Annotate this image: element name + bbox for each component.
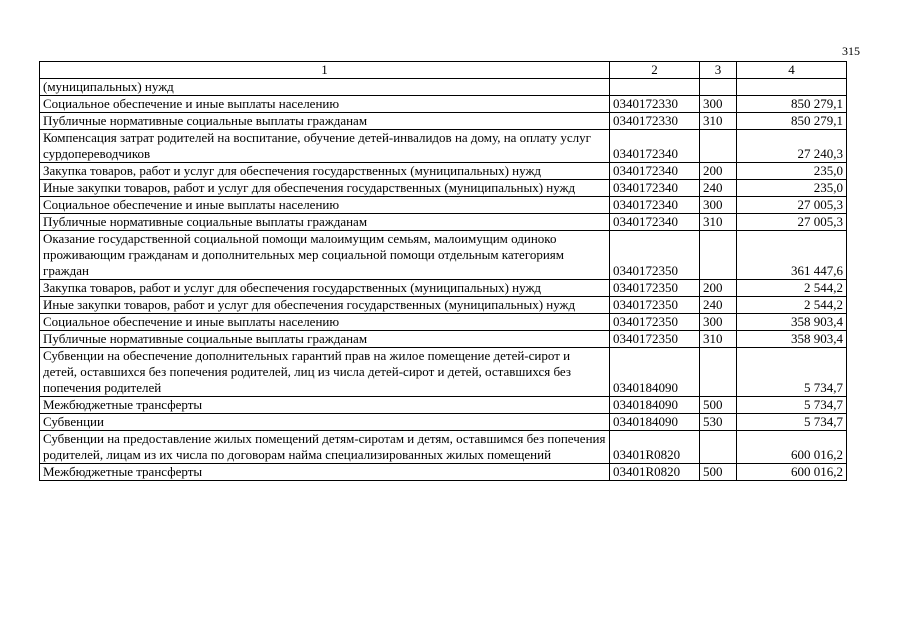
row-type: 200 [700, 163, 737, 180]
row-description: Социальное обеспечение и иные выплаты населению [40, 314, 610, 331]
row-amount: 2 544,2 [737, 297, 847, 314]
row-code: 0340172340 [610, 180, 700, 197]
row-type: 500 [700, 464, 737, 481]
row-amount [737, 79, 847, 96]
row-amount: 358 903,4 [737, 331, 847, 348]
table-row [40, 464, 847, 481]
row-code: 0340172350 [610, 297, 700, 314]
row-code: 0340172340 [610, 130, 700, 163]
row-description: Межбюджетные трансферты [40, 397, 610, 414]
row-code: 0340172330 [610, 96, 700, 113]
row-type: 240 [700, 297, 737, 314]
table-row [40, 348, 847, 397]
row-code: 03401R0820 [610, 464, 700, 481]
row-code: 03401R0820 [610, 431, 700, 464]
row-description: Межбюджетные трансферты [40, 464, 610, 481]
row-amount: 850 279,1 [737, 96, 847, 113]
row-description: Публичные нормативные социальные выплаты гражданам [40, 331, 610, 348]
table-row [40, 96, 847, 113]
column-header-amount: 4 [737, 62, 847, 79]
row-description: Закупка товаров, работ и услуг для обеспечения государственных (муниципальных) нужд [40, 163, 610, 180]
row-description: Субвенции на обеспечение дополнительных гарантий прав на жилое помещение детей-сирот и детей, оставшихся без попечения родителей, лиц из числа детей-сирот и детей, оставшихся без попечения родителей [40, 348, 610, 397]
row-type [700, 79, 737, 96]
row-amount: 361 447,6 [737, 231, 847, 280]
row-code: 0340184090 [610, 397, 700, 414]
table-row [40, 297, 847, 314]
row-amount: 600 016,2 [737, 464, 847, 481]
column-header-type: 3 [700, 62, 737, 79]
row-type: 200 [700, 280, 737, 297]
row-amount: 27 005,3 [737, 214, 847, 231]
row-description: Публичные нормативные социальные выплаты гражданам [40, 214, 610, 231]
row-code [610, 79, 700, 96]
row-amount: 27 005,3 [737, 197, 847, 214]
row-type: 300 [700, 314, 737, 331]
row-type: 500 [700, 397, 737, 414]
row-type [700, 431, 737, 464]
row-type: 300 [700, 197, 737, 214]
row-amount: 2 544,2 [737, 280, 847, 297]
row-type: 310 [700, 113, 737, 130]
row-description: Иные закупки товаров, работ и услуг для обеспечения государственных (муниципальных) нужд [40, 180, 610, 197]
row-code: 0340172350 [610, 231, 700, 280]
table-row [40, 331, 847, 348]
row-description: Компенсация затрат родителей на воспитание, обучение детей-инвалидов на дому, на оплату услуг сурдопереводчиков [40, 130, 610, 163]
row-code: 0340172340 [610, 214, 700, 231]
row-description: Закупка товаров, работ и услуг для обеспечения государственных (муниципальных) нужд [40, 280, 610, 297]
row-code: 0340184090 [610, 348, 700, 397]
row-type: 240 [700, 180, 737, 197]
row-amount: 5 734,7 [737, 348, 847, 397]
page-number: 315 [842, 44, 860, 58]
table-row [40, 214, 847, 231]
row-code: 0340172340 [610, 163, 700, 180]
row-amount: 235,0 [737, 163, 847, 180]
row-amount: 5 734,7 [737, 397, 847, 414]
table-row [40, 431, 847, 464]
row-description: Оказание государственной социальной помощи малоимущим семьям, малоимущим одиноко проживающим гражданам и дополнительных мер социальной помощи отдельным категориям граждан [40, 231, 610, 280]
row-code: 0340172350 [610, 314, 700, 331]
table-row [40, 197, 847, 214]
row-type [700, 130, 737, 163]
table-row [40, 130, 847, 163]
row-type [700, 231, 737, 280]
table-row [40, 280, 847, 297]
row-code: 0340172350 [610, 331, 700, 348]
row-type: 310 [700, 214, 737, 231]
row-code: 0340172330 [610, 113, 700, 130]
table-header-row [40, 62, 847, 79]
table-row [40, 163, 847, 180]
row-description: Социальное обеспечение и иные выплаты населению [40, 96, 610, 113]
row-amount: 850 279,1 [737, 113, 847, 130]
table-row [40, 397, 847, 414]
table-row [40, 113, 847, 130]
table-row [40, 180, 847, 197]
row-type: 300 [700, 96, 737, 113]
row-amount: 600 016,2 [737, 431, 847, 464]
row-code: 0340172340 [610, 197, 700, 214]
row-amount: 235,0 [737, 180, 847, 197]
row-amount: 358 903,4 [737, 314, 847, 331]
row-description: (муниципальных) нужд [40, 79, 610, 96]
row-type: 310 [700, 331, 737, 348]
budget-table [39, 61, 847, 481]
table-row [40, 414, 847, 431]
row-amount: 27 240,3 [737, 130, 847, 163]
row-description: Социальное обеспечение и иные выплаты населению [40, 197, 610, 214]
row-description: Публичные нормативные социальные выплаты гражданам [40, 113, 610, 130]
row-type [700, 348, 737, 397]
column-header-code: 2 [610, 62, 700, 79]
row-code: 0340172350 [610, 280, 700, 297]
table-row [40, 79, 847, 96]
row-type: 530 [700, 414, 737, 431]
column-header-description: 1 [40, 62, 610, 79]
table-row [40, 314, 847, 331]
row-description: Иные закупки товаров, работ и услуг для обеспечения государственных (муниципальных) нужд [40, 297, 610, 314]
row-description: Субвенции на предоставление жилых помещений детям-сиротам и детям, оставшимся без попечения родителей, лицам из их числа по договорам найма специализированных жилых помещений [40, 431, 610, 464]
table-row [40, 231, 847, 280]
row-code: 0340184090 [610, 414, 700, 431]
row-description: Субвенции [40, 414, 610, 431]
row-amount: 5 734,7 [737, 414, 847, 431]
